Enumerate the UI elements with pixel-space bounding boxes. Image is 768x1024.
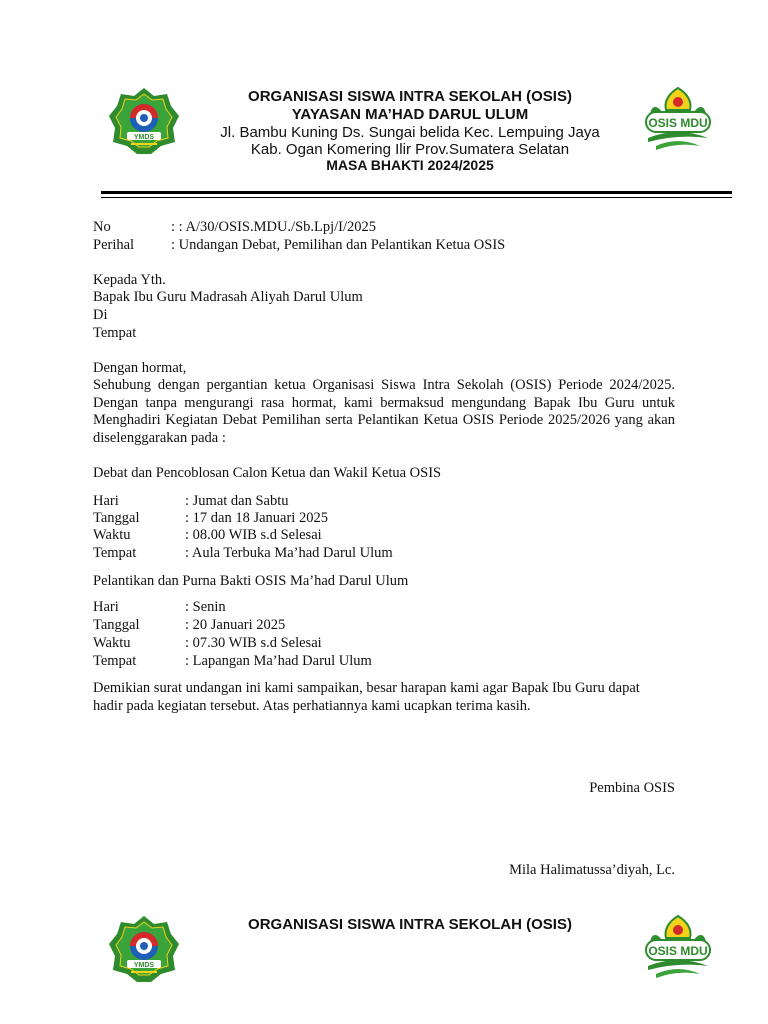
- logo-right-label: OSIS MDU: [648, 944, 708, 958]
- recipient-line: Tempat: [93, 325, 137, 341]
- event-2-row-label: Hari: [93, 599, 119, 615]
- event-1-row-label: Hari: [93, 493, 119, 509]
- subject-value: : Undangan Debat, Pemilihan dan Pelantikan Ketua OSIS: [171, 237, 506, 253]
- signature-role: Pembina OSIS: [589, 780, 675, 796]
- osis-mdu-logo-footer: [640, 912, 716, 986]
- event-1-row-value: : 08.00 WIB s.d Selesai: [185, 527, 322, 543]
- footer-org-title: ORGANISASI SISWA INTRA SEKOLAH (OSIS): [248, 916, 572, 933]
- event-1-row-value: : Jumat dan Sabtu: [185, 493, 289, 509]
- org-title: ORGANISASI SISWA INTRA SEKOLAH (OSIS): [248, 88, 572, 105]
- number-value: : : A/30/OSIS.MDU./Sb.Lpj/I/2025: [171, 219, 377, 235]
- event-2-row-value: : 20 Januari 2025: [185, 617, 286, 633]
- recipient-line: Bapak Ibu Guru Madrasah Aliyah Darul Ulum: [93, 289, 363, 305]
- event-2-row-label: Tanggal: [93, 617, 140, 633]
- recipient-line: Kepada Yth.: [93, 272, 166, 288]
- address-line-1: Jl. Bambu Kuning Ds. Sungai belida Kec. Lempuing Jaya: [220, 124, 600, 141]
- event-1-row-label: Waktu: [93, 527, 131, 543]
- event-2-row-value: : 07.30 WIB s.d Selesai: [185, 635, 322, 651]
- number-label: No: [93, 219, 111, 235]
- logo-left-label: YMDS: [133, 962, 155, 969]
- event-1-row-value: : 17 dan 18 Januari 2025: [185, 510, 328, 526]
- opening-paragraph: Sehubung dengan pergantian ketua Organisasi Siswa Intra Sekolah (OSIS) Periode 2024/2025. Dengan tanpa mengurangi rasa hormat, kami bermaksud mengundang Bapak Ibu Guru untuk Menghadiri Kegiatan Debat Pemilihan serta Pelantikan Ketua OSIS Periode 2025/2026 yang akan diselenggarakan pada :: [93, 377, 675, 446]
- event-1-row-label: Tempat: [93, 545, 137, 561]
- service-period: MASA BHAKTI 2024/2025: [326, 157, 494, 173]
- event-1-row-label: Tanggal: [93, 510, 140, 526]
- event-2-title: Pelantikan dan Purna Bakti OSIS Ma’had Darul Ulum: [93, 573, 409, 589]
- foundation-title: YAYASAN MA’HAD DARUL ULUM: [291, 106, 529, 123]
- signature-name: Mila Halimatussa’diyah, Lc.: [509, 862, 675, 878]
- address-line-2: Kab. Ogan Komering Ilir Prov.Sumatera Selatan: [250, 141, 570, 158]
- header-divider-thin: [101, 197, 732, 198]
- event-2-row-value: : Lapangan Ma’had Darul Ulum: [185, 653, 372, 669]
- logo-left-label: YMDS: [133, 134, 155, 141]
- header-divider-thick: [101, 191, 732, 194]
- greeting: Dengan hormat,: [93, 360, 187, 376]
- event-2-row-label: Tempat: [93, 653, 137, 669]
- subject-label: Perihal: [93, 237, 135, 253]
- logo-right-label: OSIS MDU: [648, 116, 708, 130]
- event-2-row-label: Waktu: [93, 635, 131, 651]
- recipient-line: Di: [93, 307, 108, 323]
- event-1-row-value: : Aula Terbuka Ma’had Darul Ulum: [185, 545, 393, 561]
- closing-paragraph: Demikian surat undangan ini kami sampaikan, besar harapan kami agar Bapak Ibu Guru dapat hadir pada kegiatan tersebut. Atas perhatiannya kami ucapkan terima kasih.: [93, 680, 640, 714]
- event-2-row-value: : Senin: [185, 599, 226, 615]
- event-1-title: Debat dan Pencoblosan Calon Ketua dan Wakil Ketua OSIS: [93, 465, 442, 481]
